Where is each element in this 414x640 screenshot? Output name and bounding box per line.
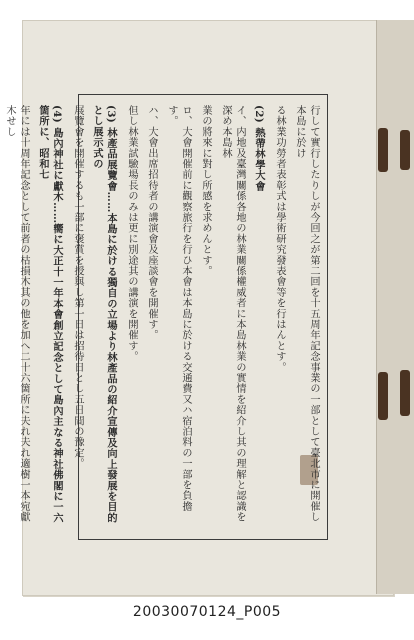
section-heading: (4) 島內神社に獻木……嚮に大正十一年本會創立記念として島內主なる神社佛閣に一六箇所に、昭和七 bbox=[37, 105, 63, 524]
binding-thread bbox=[400, 370, 410, 416]
section-heading: (3) 林產品展覽會……本島に於ける獨自の立場より林產品の紹介宣傳及向上發展を目的とし展示式の bbox=[91, 105, 117, 524]
adjacent-page-edge bbox=[376, 20, 414, 594]
text-column: る林業功勞者表彰式は學術研究發表會等を行はんとす。 bbox=[274, 105, 285, 373]
text-column: 展覽會を開催するも一部に褒賞を授與し第一日は招待日とし五日間の豫定。 bbox=[72, 105, 83, 469]
section-heading: (2) 熱帶林學大會 bbox=[253, 105, 265, 192]
text-column: 業の將來に對し所感を求めんとす。 bbox=[200, 105, 211, 277]
text-column: イ、内地及臺灣關係各地の林業關係權威者に本島林業の實情を紹介し其の理解と認識を深め本島林 bbox=[220, 105, 245, 523]
text-column: 年には十周年記念として前者の枯損木其の他を加へ二十六箇所に夫れ夫れ適樹一本宛獻木せし bbox=[4, 105, 29, 523]
binding-thread bbox=[378, 372, 388, 420]
text-column: 但し林業試驗場長のみは更に別途其の講演を開催す。 bbox=[126, 105, 137, 362]
image-caption: 20030070124_P005 bbox=[132, 604, 282, 620]
text-column: ハ、大會出席招待者の講演會及座談會を開催す。 bbox=[146, 105, 157, 341]
vertical-text-body bbox=[4, 105, 320, 525]
text-column: ロ、大會開催前に觀察旅行を行ひ本會は本島に於ける交通費又ハ宿泊料の一部を負擔す。 bbox=[166, 105, 191, 512]
binding-thread bbox=[400, 130, 410, 170]
text-column: 行して實行したりしが今回之が第二回を十五周年記念事業の一部として臺北市に開催し本島に於け bbox=[294, 105, 319, 523]
binding-thread bbox=[378, 128, 388, 172]
